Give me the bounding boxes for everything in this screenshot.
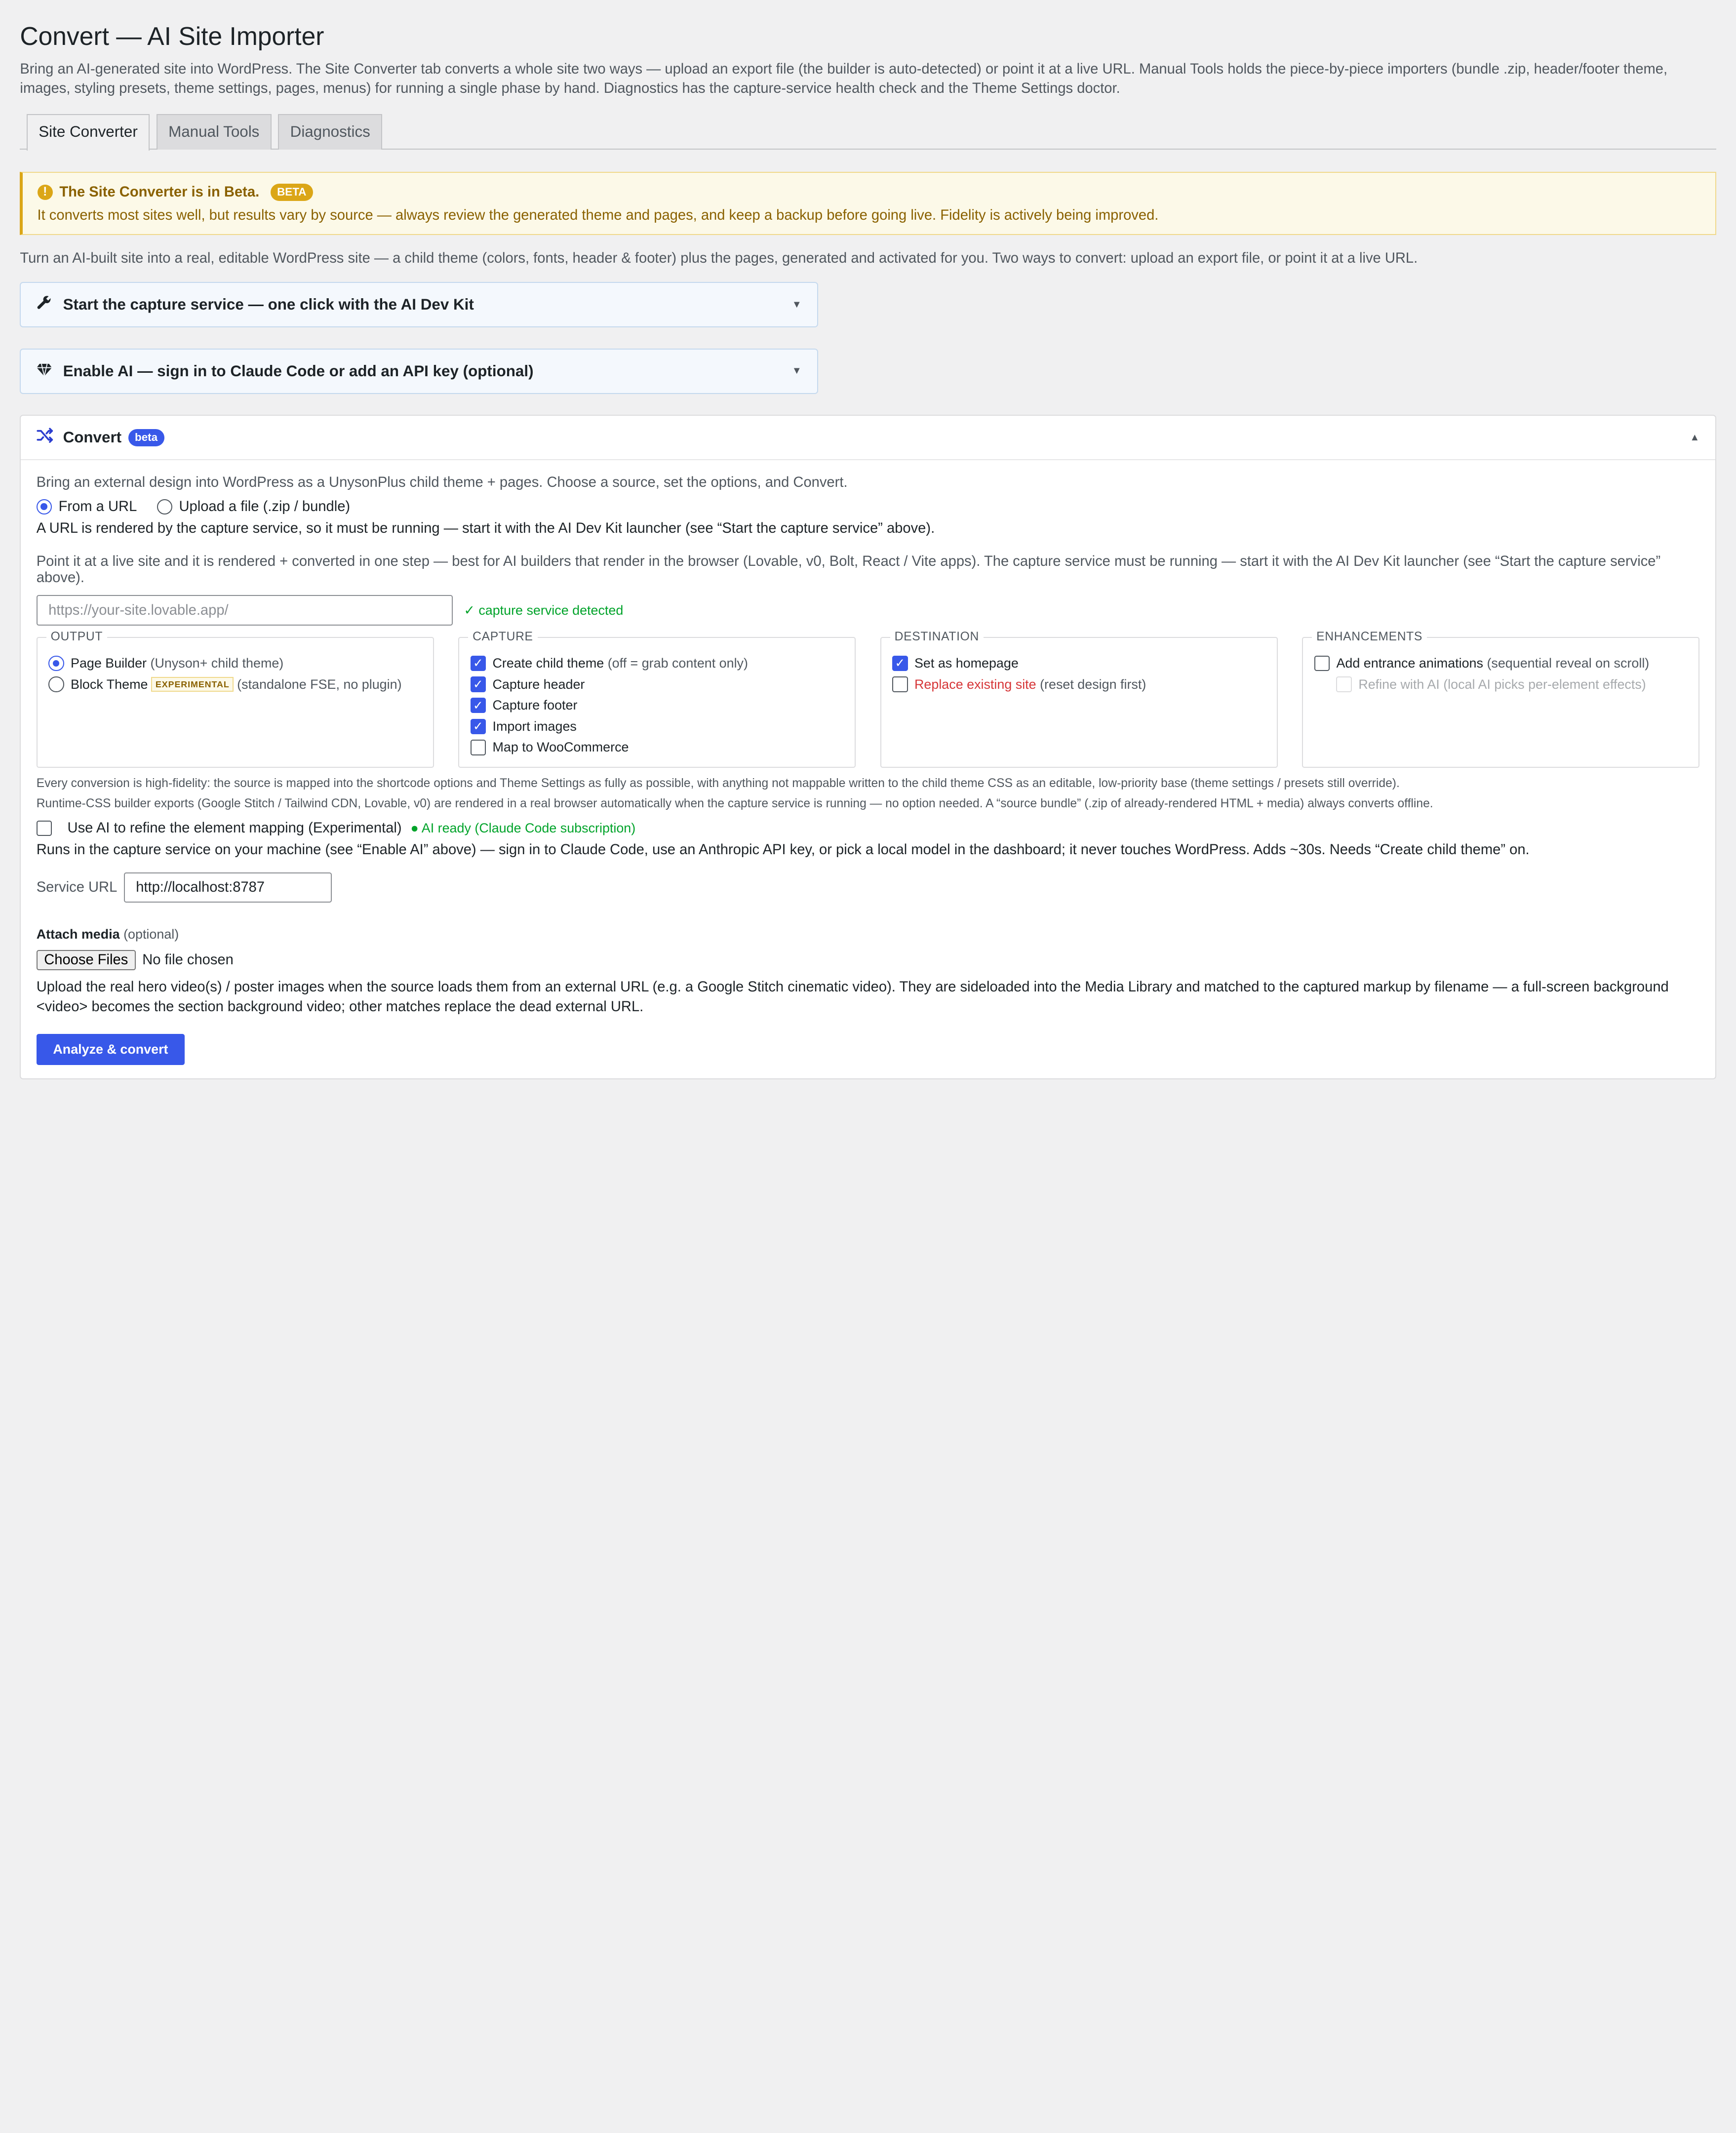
option-capture-header[interactable]: ✓ Capture header — [471, 676, 844, 692]
convert-title: Convert — [63, 429, 122, 446]
tab-site-converter[interactable]: Site Converter — [27, 114, 150, 151]
animations-checkbox[interactable] — [1314, 656, 1330, 671]
capture-status: ✓ capture service detected — [464, 602, 624, 618]
options-fieldsets — [37, 630, 1700, 768]
images-checkbox[interactable]: ✓ — [471, 719, 486, 734]
enable-ai-accordion[interactable] — [20, 349, 818, 394]
beta-notice — [20, 172, 1716, 235]
ai-refine-checkbox[interactable] — [37, 821, 52, 836]
homepage-checkbox[interactable]: ✓ — [892, 656, 907, 671]
upload-note: Upload the real hero video(s) / poster images when the source loads them from an external URL (e.g. a Google Stitch cinematic video). They are sideloaded into the Media Library and matched to the captured markup by filename — a full-screen background <video> becomes the section background video; other matches replace the dead external URL. — [36, 979, 1669, 1015]
attach-media-heading: Attach media (optional) — [36, 926, 179, 942]
app-root — [0, 0, 1736, 1066]
ai-refine-label[interactable]: Use AI to refine the element mapping (Experimental) — [67, 820, 402, 836]
output-block-theme[interactable]: Block Theme EXPERIMENTAL (standalone FSE, no plugin) — [48, 676, 422, 692]
option-animations[interactable]: Add entrance animations (sequential reveal on scroll) — [1314, 656, 1688, 671]
refine-ai-checkbox — [1336, 676, 1351, 692]
footer-checkbox[interactable]: ✓ — [471, 698, 486, 713]
ai-accordion-label: Enable AI — sign in to Claude Code or add an API key (optional) — [63, 362, 534, 380]
child-theme-checkbox[interactable]: ✓ — [471, 656, 486, 671]
page-intro: Bring an AI-generated site into WordPress. The Site Converter tab converts a whole site two ways — upload an export file (the builder is auto-detected) or point it at a live URL. Manual Tools holds the piece-by-piece importers (bundle .zip, header/footer theme, images, styling presets, theme settings, pages, menus) for running a single phase by hand. Diagnostics has the capture-service health check and the Theme Settings doctor. — [20, 61, 1668, 97]
shuffle-icon — [37, 428, 54, 447]
tab-diagnostics[interactable]: Diagnostics — [278, 114, 382, 150]
convert-panel — [20, 415, 1716, 1079]
converter-lede: Turn an AI-built site into a real, editable WordPress site — a child theme (colors, fonts, header & footer) plus the pages, generated and activated for you. Two ways to convert: upload an export file, or point it at a live URL. — [20, 250, 1418, 266]
convert-panel-header[interactable] — [21, 416, 1715, 460]
option-capture-footer[interactable]: ✓ Capture footer — [471, 698, 844, 713]
capture-service-accordion[interactable] — [20, 282, 818, 327]
convert-description: Bring an external design into WordPress as a UnysonPlus child theme + pages. Choose a source, set the options, and Convert. — [36, 474, 848, 491]
source-option-url[interactable]: From a URL — [37, 499, 137, 515]
woocommerce-checkbox[interactable] — [471, 740, 486, 755]
url-row — [37, 595, 1700, 626]
url-note: A URL is rendered by the capture service, so it must be running — start it with the AI Dev Kit launcher (see “Start the capture service” above). — [36, 520, 935, 537]
beta-badge: BETA — [271, 184, 313, 201]
option-woocommerce[interactable]: Map to WooCommerce — [471, 740, 844, 755]
output-page-builder[interactable]: Page Builder (Unyson+ child theme) — [48, 656, 422, 671]
service-url-label: Service URL — [36, 879, 118, 895]
notice-title: The Site Converter is in Beta. — [59, 184, 260, 200]
experimental-badge: EXPERIMENTAL — [151, 677, 234, 691]
option-set-homepage[interactable]: ✓ Set as homepage — [892, 656, 1265, 671]
destination-fieldset — [880, 630, 1278, 768]
page-builder-radio[interactable] — [48, 656, 64, 671]
warning-icon: ! — [38, 185, 53, 200]
wrench-icon — [37, 295, 54, 315]
tab-manual-tools[interactable]: Manual Tools — [157, 114, 272, 150]
ai-note: Runs in the capture service on your machine (see “Enable AI” above) — sign in to Claude Code, use an Anthropic API key, or pick a local model in the dashboard; it never touches WordPress. Adds ~30s. Needs “Create child theme” on. — [36, 841, 1530, 858]
convert-panel-body — [21, 460, 1715, 1065]
enhancements-legend: ENHANCEMENTS — [1312, 630, 1427, 644]
chevron-up-icon: ▲ — [1690, 432, 1700, 443]
source-selector — [37, 499, 1700, 515]
destination-legend: DESTINATION — [890, 630, 984, 644]
capture-fieldset — [458, 630, 856, 768]
service-url-row — [37, 872, 1700, 903]
ai-ready-status: ● AI ready (Claude Code subscription) — [410, 820, 636, 835]
ai-refine-row — [37, 820, 1700, 836]
site-url-input[interactable] — [37, 595, 453, 626]
enhancements-fieldset — [1302, 630, 1699, 768]
block-theme-radio[interactable] — [48, 676, 64, 692]
fidelity-note: Every conversion is high-fidelity: the source is mapped into the shortcode options and Theme Settings as fully as possible, with anything not mappable written to the child theme CSS as an editable, low-priority base (theme settings / presets still override). — [36, 777, 1400, 790]
option-replace-site[interactable]: Replace existing site (reset design first) — [892, 676, 1265, 692]
option-refine-ai: Refine with AI (local AI picks per-element effects) — [1314, 676, 1688, 692]
runtime-css-note: Runtime-CSS builder exports (Google Stitch / Tailwind CDN, Lovable, v0) are rendered in a real browser automatically when the capture service is running — no option needed. A “source bundle” (.zip of already-rendered HTML + media) always converts offline. — [36, 797, 1433, 811]
header-checkbox[interactable]: ✓ — [471, 676, 486, 692]
option-create-child-theme[interactable]: ✓ Create child theme (off = grab content only) — [471, 656, 844, 671]
file-picker — [37, 950, 1700, 970]
capture-legend: CAPTURE — [468, 630, 537, 644]
convert-beta-badge: beta — [128, 429, 164, 446]
gem-icon — [37, 362, 54, 381]
output-legend: OUTPUT — [46, 630, 107, 644]
chevron-down-icon: ▼ — [791, 299, 802, 310]
url-radio[interactable] — [37, 499, 52, 514]
replace-checkbox[interactable] — [892, 676, 907, 692]
page-title: Convert — AI Site Importer — [20, 22, 324, 51]
no-file-label: No file chosen — [142, 951, 234, 968]
upload-radio[interactable] — [157, 499, 172, 514]
option-import-images[interactable]: ✓ Import images — [471, 719, 844, 734]
chevron-down-icon: ▼ — [791, 365, 802, 377]
service-url-input[interactable] — [124, 872, 332, 903]
choose-files-button[interactable]: Choose Files — [37, 950, 136, 970]
capture-accordion-label: Start the capture service — one click with the AI Dev Kit — [63, 296, 474, 314]
output-fieldset — [37, 630, 434, 768]
url-help: Point it at a live site and it is rendered + converted in one step — best for AI builders that render in the browser (Lovable, v0, Bolt, React / Vite apps). The capture service must be running — start it with the AI Dev Kit launcher (see “Start the capture service” above). — [36, 553, 1661, 586]
analyze-convert-button[interactable]: Analyze & convert — [37, 1034, 185, 1065]
source-option-upload[interactable]: Upload a file (.zip / bundle) — [157, 499, 351, 515]
notice-body: It converts most sites well, but results vary by source — always review the generated theme and pages, and keep a backup before going live. Fidelity is actively being improved. — [37, 207, 1159, 224]
tab-bar — [20, 114, 1716, 150]
